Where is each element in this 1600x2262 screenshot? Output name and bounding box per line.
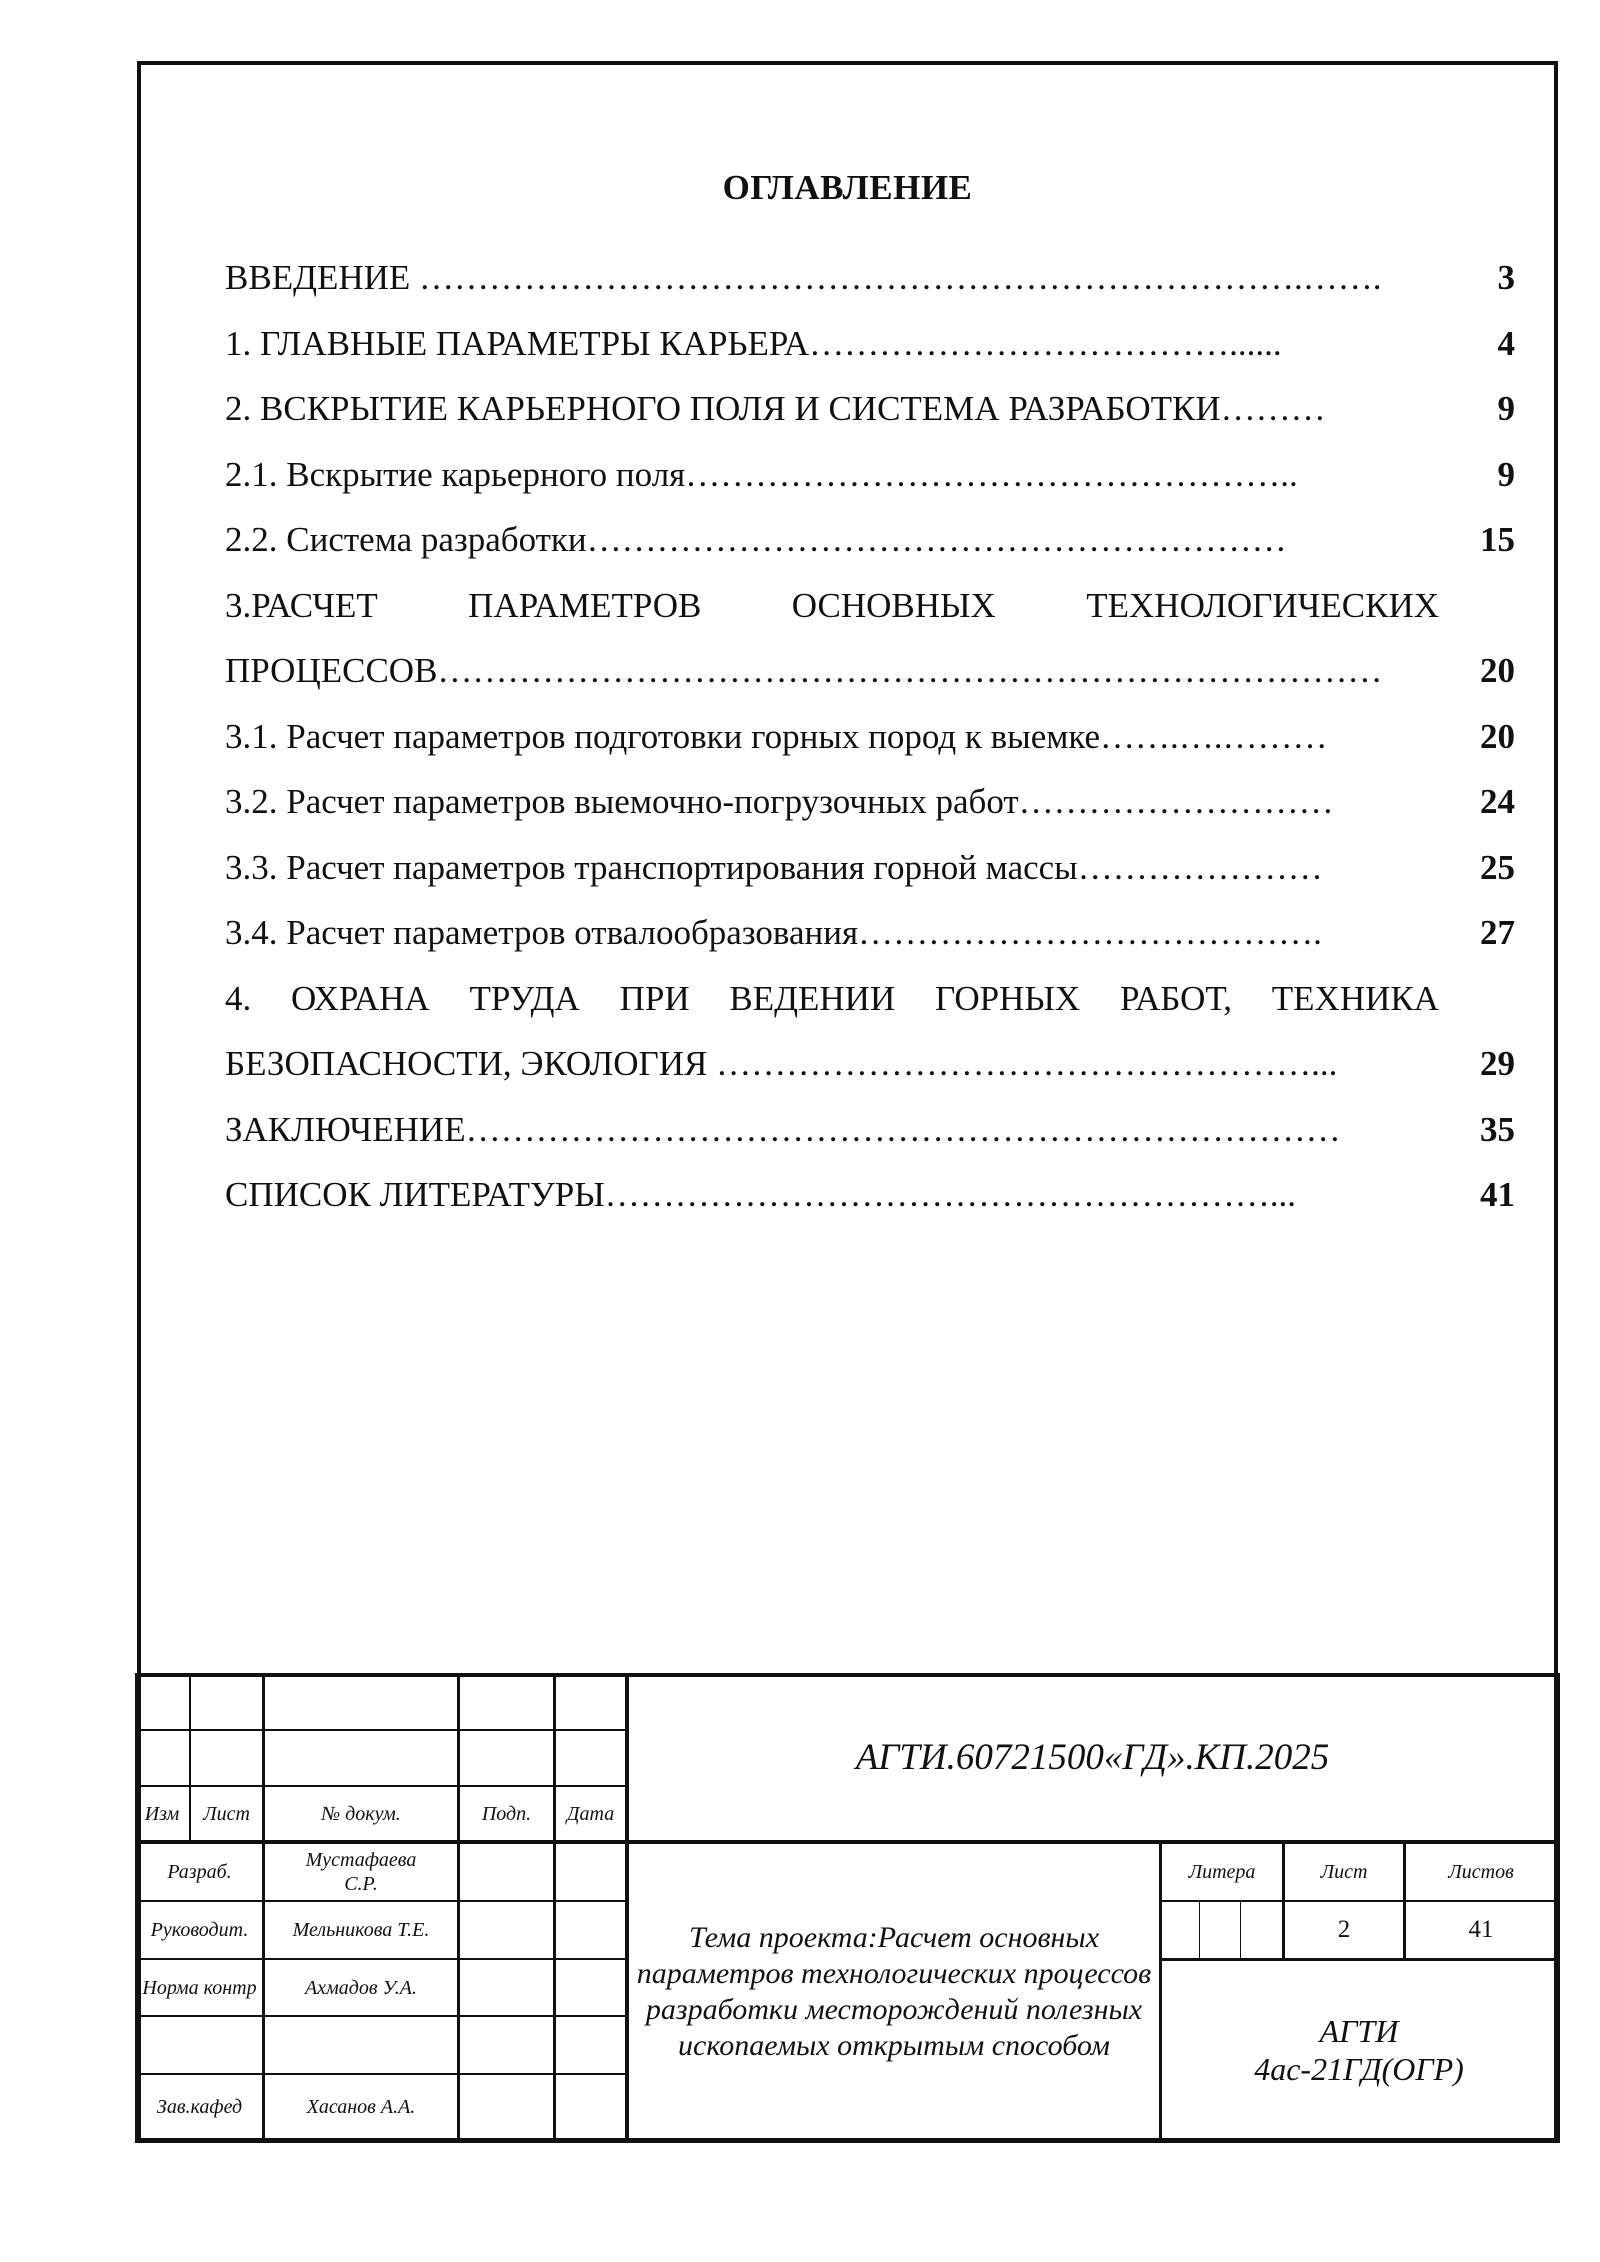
head-of-department-name: Хасанов А.А. [306,2096,416,2118]
toc-entry[interactable] [225,772,1515,838]
sheet-number: 2 [1337,1916,1351,1943]
document-code: АГТИ.60721500«ГД».КП.2025 [855,1737,1330,1779]
toc-entry-page: 9 [1497,389,1515,428]
role-empty [137,2017,262,2073]
toc-entry-text: 3.РАСЧЕТ ПАРАМЕТРОВ ОСНОВНЫХ ТЕХНОЛОГИЧЕСКИХ [225,585,1439,625]
toc-entry[interactable] [225,314,1515,380]
toc-entry-text: 2.2. Система разработки…………………………………………………… [225,520,1287,559]
toc-entry[interactable] [225,248,1515,314]
list-header: Лист [203,1803,250,1825]
toc-entry[interactable] [225,510,1515,576]
toc-entry-text: ЗАКЛЮЧЕНИЕ………………………………………………………………… [225,1109,1341,1149]
toc-entry[interactable] [225,1165,1515,1231]
toc-entry-text: 2. ВСКРЫТИЕ КАРЬЕРНОГО ПОЛЯ И СИСТЕМА РАЗРАБОТКИ……… [225,389,1326,428]
toc-entry-page: 29 [1480,1044,1515,1083]
developer-name: Мустафаева С.Р. [305,1849,417,1895]
toc-entry-page: 20 [1480,716,1515,756]
organization [1162,1961,1556,2139]
toc-entry[interactable] [225,903,1515,969]
toc-entry-page: 27 [1480,913,1515,952]
toc-entry-text: 2.1. Вскрытие карьерного поля…………………………………………….. [225,454,1298,494]
toc-entry-text: СПИСОК ЛИТЕРАТУРЫ…………………………………………………... [225,1175,1296,1214]
toc-entry-page: 15 [1480,520,1515,559]
izm-header: Изм [144,1803,180,1825]
organization-name: АГТИ [1319,2012,1399,2049]
role-developer: Разраб. [167,1861,232,1883]
toc-entry-page: 3 [1497,258,1515,297]
empty-name [265,2017,457,2073]
norm-control-name: Ахмадов У.А. [304,1976,418,1999]
sheets-count: 41 [1468,1916,1494,1943]
date-header: Дата [566,1803,615,1825]
supervisor-name: Мельникова Т.Е. [292,1919,430,1941]
toc-entry-text: 4. ОХРАНА ТРУДА ПРИ ВЕДЕНИИ ГОРНЫХ РАБОТ, ТЕХНИКА [225,978,1439,1018]
title-block [135,1673,1560,2143]
toc-entry[interactable] [225,1100,1515,1166]
toc-entry-page: 41 [1480,1175,1515,1214]
toc-entry-page: 25 [1480,847,1515,887]
role-head-of-department: Зав.кафед [156,2096,243,2118]
toc-entry[interactable] [225,576,1515,642]
toc-list [225,248,1515,1231]
toc-entry[interactable] [225,707,1515,773]
toc-entry[interactable] [225,379,1515,445]
toc-entry-page: 20 [1480,651,1515,690]
toc-entry[interactable] [225,445,1515,511]
project-topic: Тема проекта:Расчет основных параметров технологических процессов разработки месторождений полезных ископаемых открытым способом [636,1921,1152,2062]
toc-entry[interactable] [225,838,1515,904]
toc-entry-text: 3.3. Расчет параметров транспортирования горной массы………………… [225,847,1323,887]
toc-entry-page: 4 [1497,323,1515,363]
toc-entry-page: 24 [1480,782,1515,821]
group-code: 4ас-21ГД(ОГР) [1254,2051,1464,2087]
toc-entry-text: 1. ГЛАВНЫЕ ПАРАМЕТРЫ КАРЬЕРА………………………………...... [225,323,1282,363]
role-norm-control: Норма контр [142,1976,257,1999]
sheet-label: Лист [1320,1861,1368,1883]
sheets-label: Листов [1448,1861,1514,1883]
toc-entry[interactable] [225,969,1515,1035]
toc-entry-text: 3.4. Расчет параметров отвалообразования…………………………………. [225,913,1322,952]
toc-entry-text: ВВЕДЕНИЕ ………………………………………………………………….……. [225,258,1382,297]
toc-entry-text: ПРОЦЕССОВ……………………………………………………………………… [225,651,1383,690]
toc-entry-text: БЕЗОПАСНОСТИ, ЭКОЛОГИЯ ……………………………………………... [225,1044,1338,1083]
role-supervisor: Руководит. [150,1919,249,1941]
toc-entry[interactable] [225,1034,1515,1100]
litera-label: Литера [1188,1861,1256,1883]
toc-entry-text: 3.1. Расчет параметров подготовки горных пород к выемке…….….……… [225,716,1328,756]
toc-title: ОГЛАВЛЕНИЕ [722,168,973,207]
signature-header: Подп. [481,1803,532,1825]
toc-entry-text: 3.2. Расчет параметров выемочно-погрузочных работ……………………… [225,782,1334,821]
toc-entry-page: 9 [1497,454,1515,494]
toc-entry-page: 35 [1480,1109,1515,1149]
toc-entry[interactable] [225,641,1515,707]
doc-number-header: № докум. [321,1803,401,1825]
